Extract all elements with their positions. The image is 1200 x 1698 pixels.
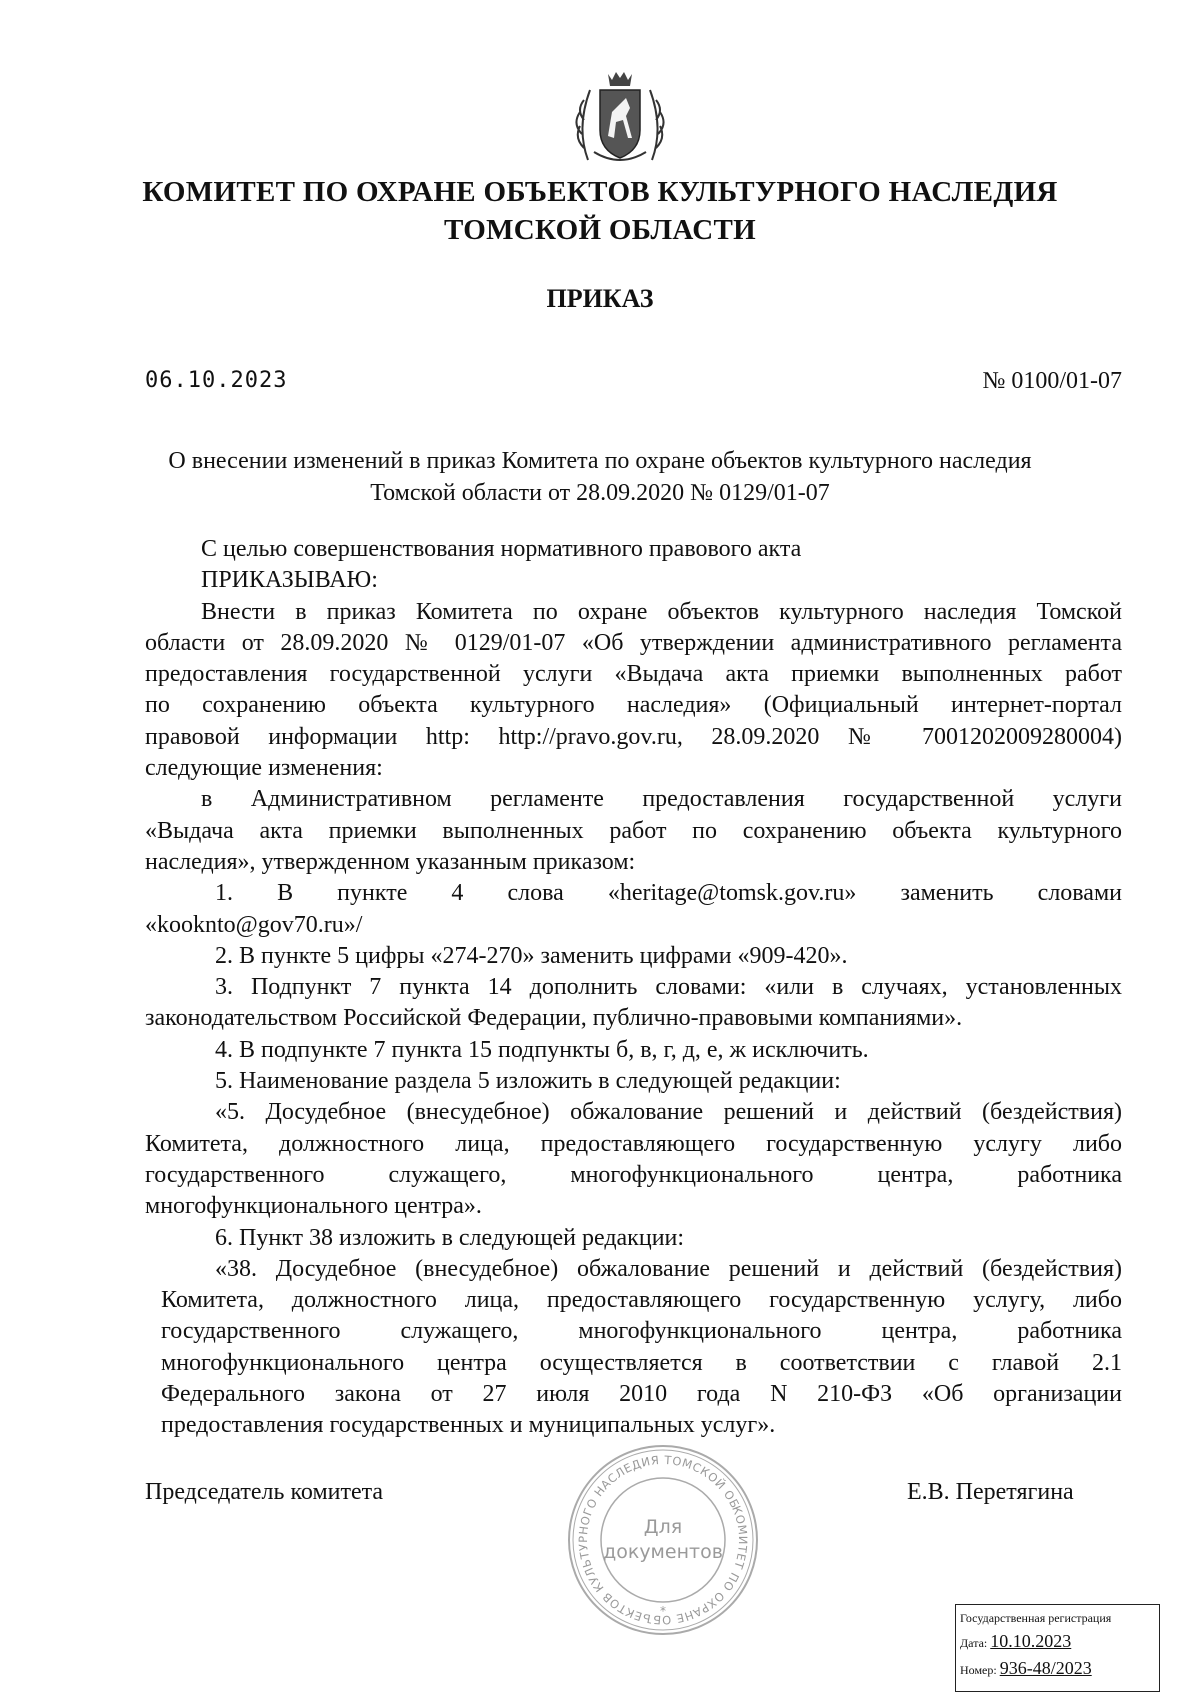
quote-point38-line: Комитета, должностного лица, предоставляющего государственную услугу, либо: [161, 1287, 1122, 1314]
coat-of-arms-emblem: [570, 68, 670, 168]
list-item-5: 5. Наименование раздела 5 изложить в следующей редакции:: [215, 1068, 841, 1095]
quote-point38-line: предоставления государственных и муниципальных услуг».: [161, 1412, 776, 1439]
signer-name: Е.В. Перетягина: [907, 1479, 1074, 1505]
order-word: ПРИКАЗЫВАЮ:: [201, 567, 378, 594]
paragraph-line: «Выдача акта приемки выполненных работ по сохранению объекта культурного: [145, 817, 1122, 844]
purpose-line: С целью совершенствования нормативного правового акта: [201, 536, 802, 562]
list-item-3-continued: законодательством Российской Федерации, публично-правовыми компаниями».: [145, 1005, 963, 1032]
quote-point38-line: «38. Досудебное (внесудебное) обжалование решений и действий (бездействия): [215, 1255, 1122, 1282]
registration-number-label: Номер:: [960, 1663, 997, 1677]
list-item-1-continued: «kooknto@gov70.ru»/: [145, 911, 363, 938]
organization-name-line1: КОМИТЕТ ПО ОХРАНЕ ОБЪЕКТОВ КУЛЬТУРНОГО НАСЛЕДИЯ: [142, 176, 1058, 208]
document-body: [145, 534, 1122, 1442]
registration-number-value: 936-48/2023: [999, 1658, 1092, 1678]
stamp-star-icon: *: [660, 1604, 666, 1618]
registration-title: Государственная регистрация: [960, 1611, 1112, 1625]
subject-line: Томской области от 28.09.2020 № 0129/01-07: [370, 480, 830, 506]
quote-section5-line: многофункционального центра».: [145, 1193, 482, 1220]
organization-name-line2: ТОМСКОЙ ОБЛАСТИ: [444, 214, 756, 246]
list-item-3: 3. Подпункт 7 пункта 14 дополнить словами: «или в случаях, установленных: [215, 974, 1122, 1001]
registration-date-label: Дата:: [960, 1636, 988, 1650]
paragraph-line: правовой информации http: http://pravo.gov.ru, 28.09.2020 № 7001202009280004): [145, 723, 1122, 750]
quote-point38-line: Федерального закона от 27 июля 2010 года N 210-ФЗ «Об организации: [161, 1381, 1122, 1408]
stamp-center-line2: документов: [603, 1541, 723, 1563]
quote-point38-line: многофункционального центра осуществляется в соответствии с главой 2.1: [161, 1349, 1122, 1376]
document-number: № 0100/01-07: [982, 368, 1122, 394]
paragraph-line: предоставления государственной услуги «Выдача акта приемки выполненных работ: [145, 661, 1122, 688]
signer-position: Председатель комитета: [145, 1479, 384, 1505]
list-item-1: 1. В пункте 4 слова «heritage@tomsk.gov.ru» заменить словами: [215, 880, 1122, 907]
stamp-center-line1: Для: [643, 1516, 683, 1538]
registration-box: [955, 1604, 1160, 1692]
stamp-ring-text: КОМИТЕТ ПО ОХРАНЕ ОБЪЕКТОВ КУЛЬТУРНОГО НАСЛЕДИЯ ТОМСКОЙ ОБЛАСТИ: [575, 1452, 751, 1628]
paragraph-line: следующие изменения:: [145, 755, 383, 782]
paragraph-line: в Административном регламенте предоставления государственной услуги: [201, 786, 1122, 813]
document-date: 06.10.2023: [145, 368, 288, 393]
quote-section5-line: Комитета, должностного лица, предоставляющего государственную услугу либо: [145, 1130, 1122, 1157]
subject-line: О внесении изменений в приказ Комитета по охране объектов культурного наследия: [168, 448, 1032, 474]
quote-section5-line: «5. Досудебное (внесудебное) обжалование решений и действий (бездействия): [215, 1099, 1122, 1126]
paragraph-line: Внести в приказ Комитета по охране объектов культурного наследия Томской: [201, 598, 1122, 625]
paragraph-line: наследия», утвержденном указанным приказом:: [145, 848, 636, 875]
registration-date-value: 10.10.2023: [990, 1631, 1072, 1651]
registration-number-row: [960, 1655, 1155, 1682]
paragraph-line: по сохранению объекта культурного наследия» (Официальный интернет-портал: [145, 692, 1122, 719]
official-stamp: [563, 1440, 763, 1640]
quote-section5-line: государственного служащего, многофункционального центра, работника: [145, 1161, 1122, 1188]
list-item-4: 4. В подпункте 7 пункта 15 подпункты б, в, г, д, е, ж исключить.: [215, 1036, 869, 1063]
paragraph-line: области от 28.09.2020 № 0129/01-07 «Об утверждении административного регламента: [145, 629, 1122, 656]
quote-point38-line: государственного служащего, многофункционального центра, работника: [161, 1318, 1122, 1345]
document-type: ПРИКАЗ: [546, 284, 654, 313]
list-item-2: 2. В пункте 5 цифры «274-270» заменить цифрами «909-420».: [215, 942, 848, 969]
document-subject: [120, 445, 1080, 509]
registration-date-row: [960, 1628, 1155, 1655]
list-item-6: 6. Пункт 38 изложить в следующей редакции:: [215, 1224, 685, 1251]
